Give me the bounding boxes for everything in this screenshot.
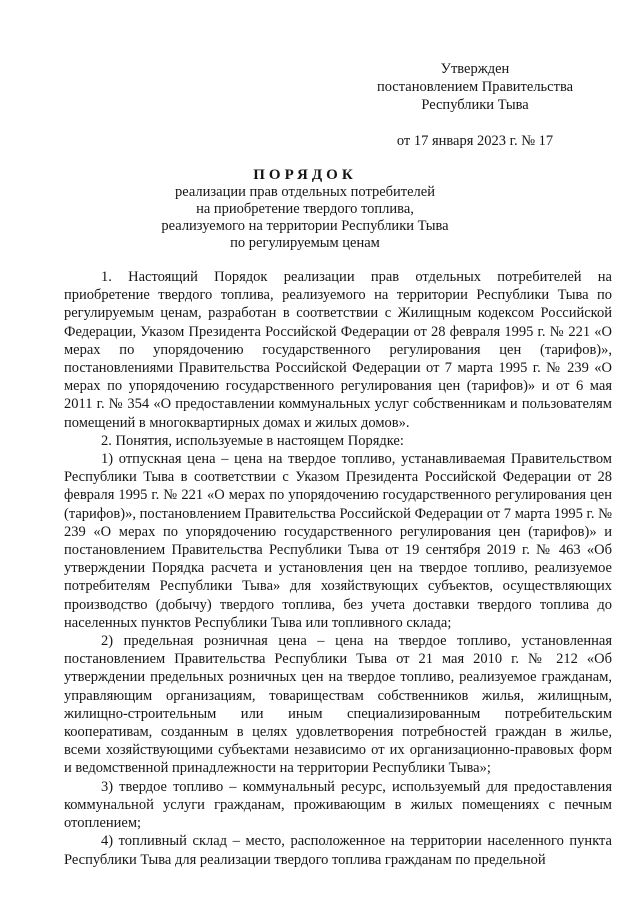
document-body [64,268,612,869]
approval-line-approved: Утвержден [440,61,510,77]
paragraph-2-item-2: 2) предельная розничная цена – цена на твердое топливо, установленная постановлением Правительства Республики Тыва от 21 мая 2010 г. № 212 «Об утверждении предельных розничных цен на твердое топливо, реализуемое гражданам, управляющим организациям, товариществам собственников жилья, жилищным, жилищно-строительным или иным специализированным потребительским кооперативам, созданным в целях удовлетворения потребностей граждан в жилье, всеми хозяйствующими субъектами независимо от их организационно-правовых форм и ведомственной принадлежности на территории Республики Тыва»; [64,633,612,777]
paragraph-2-item-4: 4) топливный склад – место, расположенное на территории населенного пункта Республики Тыва для реализации твердого топлива гражданам по предельной [64,833,612,868]
paragraph-2: 2. Понятия, используемые в настоящем Порядке: [101,432,404,449]
document-title: ПОРЯДОК [253,167,357,183]
paragraph-2-item-1: 1) отпускная цена – цена на твердое топливо, устанавливаемая Правительством Республики Тыва в соответствии с Указом Президента Российской Федерации от 28 февраля 1995 г. № 221 «О мерах по упорядочению государственного регулирования цен (тарифов)», постановлением Правительства Российской Федерации от 7 марта 1995 г. № 239 «О мерах по упорядочению государственного регулирования цен (тарифов)» и постановлением Правительства Республики Тыва от 19 сентября 2019 г. № 463 «Об утверждении Порядка расчета и установления цен на твердое топливо, реализуемое потребителям Республики Тыва» для хозяйствующих субъектов, осуществляющих производство (добычу) твердого топлива, без учета доставки твердого топлива до населенных пунктов Республики Тыва или топливного склада; [64,451,612,631]
approval-line-republic: Республики Тыва [421,97,529,113]
subtitle-line-4: по регулируемым ценам [230,235,380,251]
approval-date: от 17 января 2023 г. № 17 [396,133,554,149]
subtitle-line-1: реализации прав отдельных потребителей [174,184,435,200]
subtitle-line-2: на приобретение твердого топлива, [196,201,414,217]
document-subtitle [120,184,490,252]
approval-line-decree: постановлением Правительства [376,79,574,95]
subtitle-line-3: реализуемого на территории Республики Тыва [161,218,449,234]
paragraph-2-item-3: 3) твердое топливо – коммунальный ресурс, используемый для предоставления коммунальной услуги гражданам, проживающим в жилых помещениях с печным отоплением; [64,778,612,832]
approval-stamp [330,60,620,150]
paragraph-1: 1. Настоящий Порядок реализации прав отдельных потребителей на приобретение твердого топлива, реализуемого на территории Республики Тыва по регулируемым ценам, разработан в соответствии с Жилищным кодексом Российской Федерации, Указом Президента Российской Федерации от 28 февраля 1995 г. № 221 «О мерах по упорядочению государственного регулирования цен (тарифов)», постановлениями Правительства Российской Федерации от 7 марта 1995 г. № 239 «О мерах по упорядочению государственного регулирования цен (тарифов)» и от 6 мая 2011 г. № 354 «О предоставлении коммунальных услуг собственникам и пользователям помещений в многоквартирных домах и жилых домов». [64,269,612,431]
